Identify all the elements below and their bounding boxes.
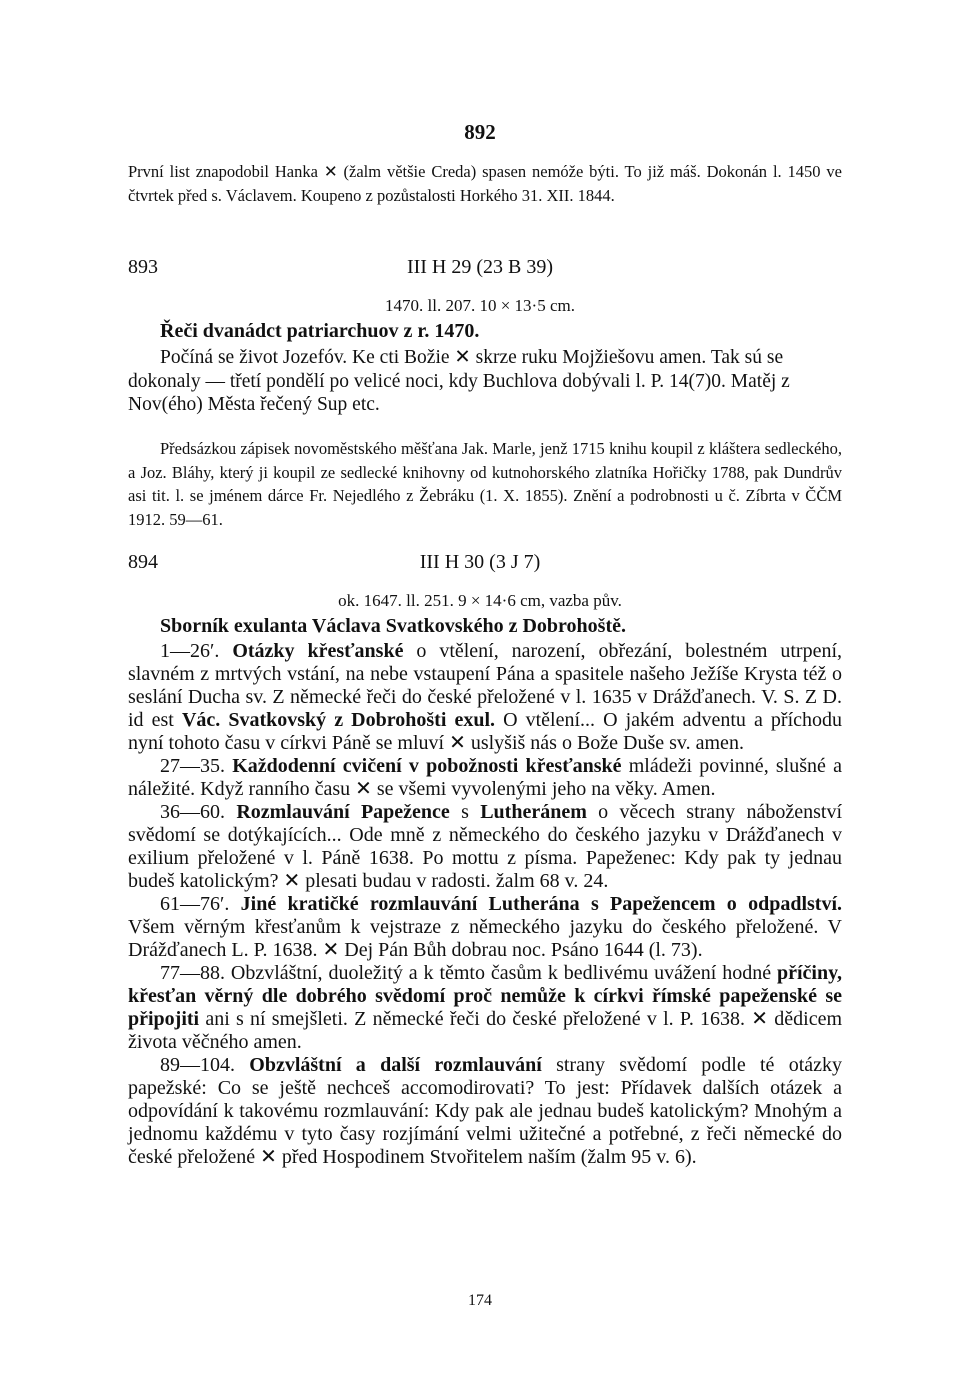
- entry-894-title: Sborník exulanta Václava Svatkovského z Dobrohoště.: [160, 615, 626, 637]
- entry-894-number: 894: [128, 551, 158, 573]
- entry-893-signature: III H 29 (23 B 39): [406, 256, 554, 278]
- entry-894-signature: III H 30 (3 J 7): [419, 551, 541, 573]
- page-header-number: 892: [464, 120, 496, 144]
- entry-893-number: 893: [128, 256, 158, 278]
- content-item-3: 36—60. Rozmlauvání Papežence s Lutheránem o věcech strany náboženství svědomí se dotýkajících... Ode mně z německého do českého jazyku v Drážďanech v exilium přeložené v l. Páně 1638. Po mottu z písma. Papeženec: Kdy pak ty jednau budeš katolickým? ✕ plesati budau v radosti. žalm 68 v. 24.: [128, 801, 842, 892]
- content-item-4: 61—76′. Jiné kratičké rozmlauvání Lutherána s Papežencem o odpadlství. Všem věrným křesťanům k vejstraze z německého jazyku do českého přeložené. V Drážďanech L. P. 1638. ✕ Dej Pán Bůh dobrau noc. Psáno 1644 (l. 73).: [128, 893, 842, 961]
- entry-893-text: Počíná se život Jozefóv. Ke cti Božie ✕ skrze ruku Mojžiešovu amen. Tak sú se dokonaly — třetí pondělí po velicé noci, kdy Buchlova dobývali l. P. 14(7)0. Matěj z Nov(ého) Města řečený Sup etc.: [128, 347, 790, 415]
- entry-893-meta: 1470. ll. 207. 10 × 13·5 cm.: [385, 296, 575, 315]
- content-item-6: 89—104. Obzvláštní a další rozmlauvání strany svědomí podle té otázky papežské: Co se ještě nechceš accomodirovati? To jest: Přídavek dalších otázek a odpovídání k takovému rozmlauvání: Kdy pak ale jednau budeš katolickým? Mnohým a jednomu každému v tyto časy rozjímání velmi užitečné a potřebné, z řeči německé do české přeložené ✕ před Hospodinem Stvořitelem naším (žalm 95 v. 6).: [128, 1054, 843, 1168]
- entry-894-meta: ok. 1647. ll. 251. 9 × 14·6 cm, vazba pův.: [338, 591, 622, 610]
- entry-894-contents: [128, 640, 842, 1169]
- content-item-1: 1—26′. Otázky křesťanské o vtělení, narození, obřezání, bolestném utrpení, slavném z mrtvých vstání, na nebe vstaupení Pána a spasitele našeho Ježíše Krysta též o seslání Ducha sv. Z německé řeči do české přeložené v l. 1635 v Drážďanech. V. S. Z D. id est Vác. Svatkovský z Dobrohošti exul. O vtělení... O jakém adventu a příchodu nyní tohoto času v církvi Páně se mluví ✕ uslyšiš nás o Bože Duše sv. amen.: [128, 640, 843, 754]
- entry-893-title: Řeči dvanádct patriarchuov z r. 1470.: [160, 320, 480, 342]
- intro-paragraph: První list znapodobil Hanka ✕ (žalm většie Creda) spasen nemóže býti. To již máš. Dokonán l. 1450 ve čtvrtek před s. Václavem. Koupeno z pozůstalosti Horkého 31. XII. 1844.: [128, 162, 842, 205]
- content-item-5: 77—88. Obzvláštní, duoležitý a k těmto časům k bedlivému uvážení hodné příčiny, křesťan věrný dle dobrého svědomí proč nemůže k církvi římské papeženské se připojiti ani s ní smejšleti. Z německé řeči do české přeložené v l. P. 1638. ✕ dědicem života věčného amen.: [128, 962, 842, 1053]
- page-footer-number: 174: [468, 1292, 492, 1309]
- content-item-2: 27—35. Každodenní cvičení v pobožnosti křesťanské mládeži povinné, slušné a náležité. Když ranního času ✕ se všemi vyvolenými jeho na věky. Amen.: [128, 755, 842, 800]
- entry-893-note: Předsázkou zápisek novoměstského měšťana Jak. Marle, jenž 1715 knihu koupil z kláštera sedleckého, a Joz. Bláhy, který ji koupil ze sedlecké knihovny od kutnohorského zlatníka Hořičky 1788, pak Dundrův asi tit. l. se jménem dárce Fr. Nejedlého z Žebráku (1. X. 1855). Znění a podrobnosti u č. Zíbrta v ČČM 1912. 59—61.: [128, 439, 842, 529]
